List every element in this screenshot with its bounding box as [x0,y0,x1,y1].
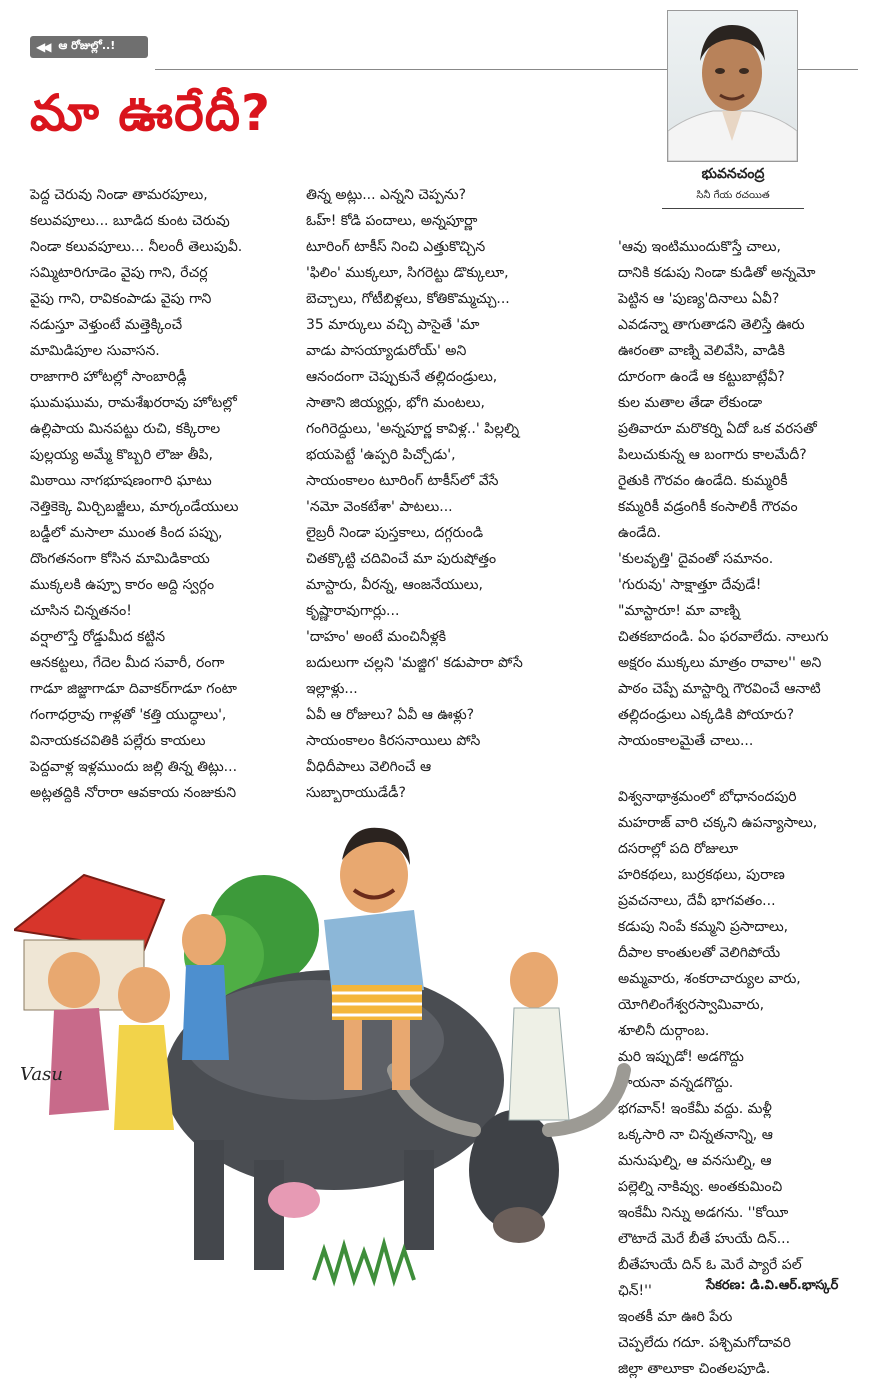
section-label: ఆ రోజుల్లో..! [58,39,116,52]
article-column-4: విశ్వనాథాశ్రమంలో బోధానందపురి మహరాజ్ వారి చక్కని ఉపన్యాసాలు, దసరాల్లో పది రోజులూ హరికథలు, బుర్రకథలు, పురాణ ప్రవచనాలు, దేవీ భాగవతం... కడుపు నింపే కమ్మని ప్రసాదాలు, దీపాల కాంతులతో వెలిగిపోయే అమ్మవారు, శంకరాచార్యుల వారు, యోగిలింగేశ్వరస్వామివారు, శూలినీ దుర్గాంబ. మరి ఇప్పుడో! అడగొద్దు నాయనా వన్నడగొద్దు. భగవాన్! ఇంకేమీ వద్దు. మళ్లీ ఒక్కసారి నా చిన్నతనాన్ని, ఆ మనుషుల్ని, ఆ వనసుల్ని, ఆ పల్లెల్ని నాకివ్వు. అంతకుమించి ఇంకేమీ నిన్ను అడగను. ''కోయీ లౌటాదే మెరే బీతే హుయే దిన్... బీతేహుయే దిన్ ఓ మెరే ప్యారే పల్ ఛిన్!'' ఇంతకీ మా ఊరి పేరు చెప్పలేదు గదూ. పశ్చిమగోదావరి జిల్లా తాలూకా చింతలపూడి. [618,789,818,1377]
author-name: భువనచంద్ర [701,166,765,182]
article-column-2: తిన్న అట్లు... ఎన్నని చెప్పను? ఓహ్! కోడి పందాలు, అన్నపూర్ణా టూరింగ్ టాకీస్ నించి ఎత్తుకొచ్చిన 'ఫిలిం' ముక్కలూ, సిగరెట్టు డొక్కులూ, బెచ్చాలు, గోటీబిళ్లలు, కోతికొమ్మచ్చు... 35 మార్కులు వచ్చి పాసైతే 'మా వాడు పాసయ్యాడురోయ్' అని ఆనందంగా చెప్పుకునే తల్లిదండ్రులు, సాతాని జియ్యర్లు, భోగి మంటలు, గంగిరెద్దులు, 'అన్నపూర్ణ కావిళ్ల..' పిల్లల్ని భయపెట్టే 'ఉప్పరి పిచ్చోడు', సాయంకాలం టూరింగ్ టాకీస్‌లో వేసే 'నమో వెంకటేశా' పాటలు... లైబ్రరీ నిండా పుస్తకాలు, దగ్గరుండి చితక్కొట్టి చదివించే మా పురుషోత్తం మాస్టారు, వీరన్న, ఆంజనేయులు, కృష్ణారావుగార్లు... 'దాహం' అంటే మంచినీళ్లకి బదులుగా చల్లని 'మజ్జిగ' కడుపారా పోసే ఇల్లాళ్లు... ఏవీ ఆ రోజులు? ఏవీ ఆ ఊళ్లు? సాయంకాలం కిరసనాయిలు పోసి వీధిదీపాలు వెలిగించే ఆ సుబ్బారాయుడేడీ? [306,187,523,801]
compiler-credit: సేకరణ: డి.వి.ఆర్.భాస్కర్ [706,1278,839,1293]
article-column-1: పెద్ద చెరువు నిండా తామరపూలు, కలువపూలు... బూడిద కుంట చెరువు నిండా కలువపూలు... నీలంరీ తెలుపువీ. సమ్మిటారిగూడెం వైపు గాని, రేచర్ల వైపు గాని, రావికంపాడు వైపు గాని నడుస్తూ వెళ్తుంటే మత్తెక్కించే మామిడిపూల సువాసన. రాజాగారి హోటల్లో సాంబారిడ్లీ ఘుమఘుమ, రామశేఖరరావు హోటల్లో ఉల్లిపాయ మినపట్టు రుచి, కక్కిరాల పుల్లయ్య అమ్మే కొబ్బరి లౌజు తీపి, మిఠాయి నాగభూషణంగారి ఘాటు నెత్తికెక్కె మిర్చిబజ్జీలు, మార్కండేయులు బడ్డీలో మసాలా ముంత కింద పప్పు, దొంగతనంగా కోసిన మామిడికాయ ముక్కలకి ఉప్పూ కారం అద్ది స్వర్గం చూసిన చిన్నతనం! వర్షాలొస్తే రోడ్డుమీద కట్టిన ఆనకట్టలు, గేదెల మీద సవారీ, రంగా గాడూ జిజ్జాగాడూ దివాకర్‌గాడూ గంటా గంగాధర్రావు గాళ్లతో 'కత్తి యుద్ధాలు', వినాయకచవితికి పల్లేరు కాయలు పెద్దవాళ్ల ఇళ్లముందు జల్లి తిన్న తిట్లు... అట్లతద్దికి నోరారా ఆవకాయ నంజుకుని [30,187,243,801]
author-photo [667,10,798,162]
village-children-buffalo-illustration [14,780,654,1300]
headline: మా ఊరేదీ? [30,84,272,142]
section-tag [30,36,148,58]
illustrator-signature: Vasu [20,1064,63,1085]
author-rule [662,208,804,209]
rewind-icon: ◀◀ [36,40,49,54]
author-role: సినీ గేయ రచయిత [696,190,770,201]
article-column-3: 'ఆవు ఇంటిముందుకొస్తే చాలు, దానికి కడుపు నిండా కుడితో అన్నమో పెట్టిన ఆ 'పుణ్య'దినాలు ఏవీ? ఎవడన్నా తాగుతాడని తెలిస్తే ఊరు ఊరంతా వాణ్ని వెలివేసి, వాడికి దూరంగా ఉండే ఆ కట్టుబాట్లేవీ? కుల మతాల తేడా లేకుండా ప్రతివారూ మరొకర్ని ఏదో ఒక వరసతో పిలుచుకున్న ఆ బంగారు కాలమేదీ? రైతుకి గౌరవం ఉండేది. కుమ్మరికీ కమ్మరికీ వడ్రంగికీ కంసాలికీ గౌరవం ఉండేది. 'కులవృత్తి' దైవంతో సమానం. 'గురువు' సాక్షాత్తూ దేవుడే! "మాస్టారూ! మా వాణ్ని చితకబాదండి. ఏం ఫరవాలేదు. నాలుగు అక్షరం ముక్కలు మాత్రం రావాల'' అని పాఠం చెప్పే మాస్టార్ని గౌరవించే ఆనాటి తల్లిదండ్రులు ఎక్కడికి పోయారు? సాయంకాలమైతే చాలు... [618,239,829,749]
